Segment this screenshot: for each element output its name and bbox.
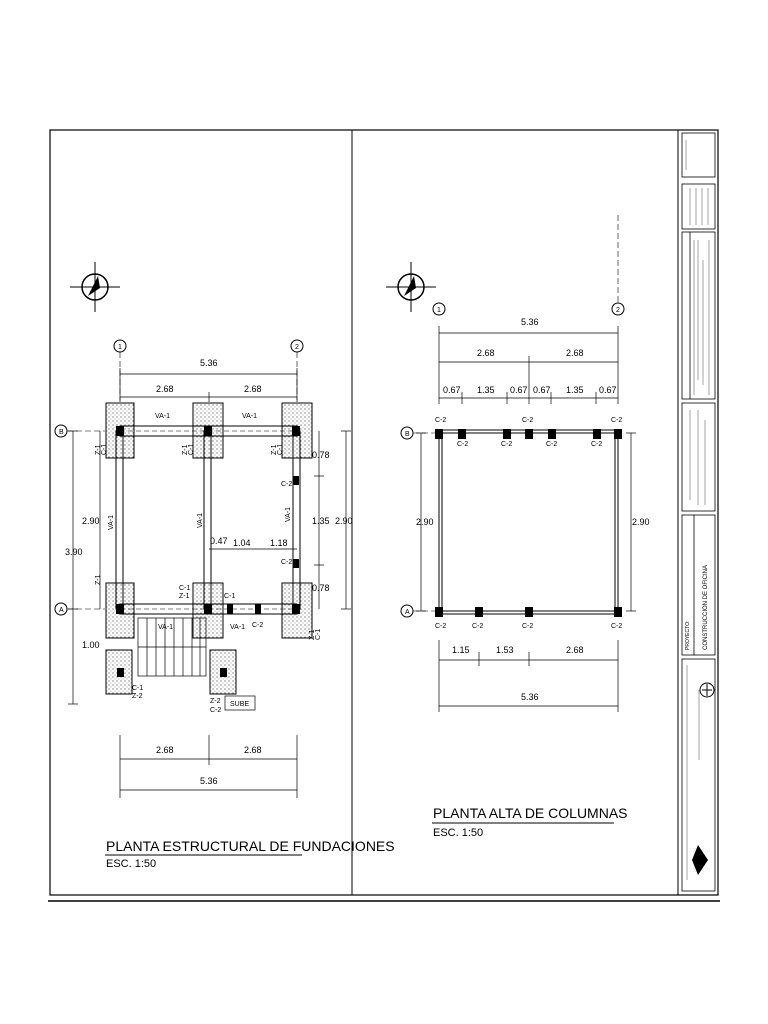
column-label: C-2 xyxy=(611,417,623,424)
dimension-label: 5.36 xyxy=(200,776,218,786)
beam-label: VA-1 xyxy=(108,514,115,530)
axis-2-label: 2 xyxy=(616,307,620,314)
dimension-label: 1.04 xyxy=(233,538,251,548)
columns xyxy=(435,429,622,617)
column-label: C-2 xyxy=(281,559,293,566)
column-label: C-2 xyxy=(546,441,558,448)
column-label: C-1 xyxy=(277,443,284,455)
sheet-frame xyxy=(48,130,720,901)
column-label: C-2 xyxy=(522,623,534,630)
plan-scale: ESC. 1:50 xyxy=(106,858,157,870)
footing-label: Z-1 xyxy=(95,574,102,585)
column-label: C-2 xyxy=(210,707,222,714)
beam-label: VA-1 xyxy=(197,512,204,528)
beam-label: VA-1 xyxy=(242,413,258,420)
column-label: C-2 xyxy=(501,441,513,448)
dimension-label: 1.53 xyxy=(496,645,514,655)
column-label: C-1 xyxy=(224,593,236,600)
dimension-lines xyxy=(416,326,636,712)
dimension-label: 1.35 xyxy=(477,385,495,395)
dimension-label: 1.15 xyxy=(452,645,470,655)
dimension-label: 2.68 xyxy=(156,384,174,394)
axis-b-label: B xyxy=(59,429,64,436)
column-label: C-2 xyxy=(435,417,447,424)
dimension-label: 1.35 xyxy=(566,385,584,395)
dimension-label: 2.68 xyxy=(244,745,262,755)
column-label: C-2 xyxy=(611,623,623,630)
plan-title: PLANTA ALTA DE COLUMNAS xyxy=(433,805,628,821)
beam-label: VA-1 xyxy=(230,624,246,631)
beam-label: VA-1 xyxy=(158,624,174,631)
dimension-label: 0.78 xyxy=(312,450,330,460)
column-plan xyxy=(386,215,650,839)
axis-a-label: A xyxy=(59,607,64,614)
column-label: C-1 xyxy=(101,443,108,455)
axis-1-label: 1 xyxy=(437,307,441,314)
dimension-label: 5.36 xyxy=(521,692,539,702)
dimension-label: 0.67 xyxy=(443,385,461,395)
dimension-label: 3.90 xyxy=(65,547,83,557)
stair-label: SUBE xyxy=(230,701,250,708)
axis-a-label: A xyxy=(405,609,410,616)
footing-label: Z-1 xyxy=(179,593,190,600)
dimension-label: 2.68 xyxy=(566,348,584,358)
footing-label: Z-1 xyxy=(95,444,102,455)
project-name: CONSTRUCCION DE OFICINA xyxy=(703,564,709,650)
axis-b-label: B xyxy=(405,431,410,438)
dimension-label: 2.90 xyxy=(335,516,353,526)
title-block xyxy=(682,133,715,891)
dimension-label: 1.18 xyxy=(270,538,288,548)
dimension-label: 1.00 xyxy=(82,640,100,650)
plan-scale: ESC. 1:50 xyxy=(433,827,484,839)
axis-2-label: 2 xyxy=(295,344,299,351)
dimension-label: 2.68 xyxy=(244,384,262,394)
footing-label: Z-2 xyxy=(210,698,221,705)
plan-title: PLANTA ESTRUCTURAL DE FUNDACIONES xyxy=(106,838,395,854)
column-label: C-2 xyxy=(435,623,447,630)
dimension-label: 5.36 xyxy=(521,317,539,327)
slab-outline xyxy=(439,430,618,614)
dimension-label: 0.47 xyxy=(210,536,228,546)
footing-label: Z-1 xyxy=(182,444,189,455)
dimension-label: 0.67 xyxy=(599,385,617,395)
footing-label: Z-1 xyxy=(309,629,316,640)
beam-label: VA-1 xyxy=(155,413,171,420)
dimension-label: 2.90 xyxy=(82,516,100,526)
column-label: C-1 xyxy=(315,628,322,640)
column-label: C-2 xyxy=(252,622,264,629)
axis-markers xyxy=(401,303,624,617)
footing-label: Z-1 xyxy=(271,444,278,455)
project-label: PROYECTO: xyxy=(685,620,691,650)
dimension-label: 0.67 xyxy=(533,385,551,395)
footing-label: Z-2 xyxy=(132,693,143,700)
column-label: C-1 xyxy=(179,585,191,592)
dimension-label: 5.36 xyxy=(200,358,218,368)
dimension-label: 0.78 xyxy=(312,583,330,593)
axis-1-label: 1 xyxy=(118,344,122,351)
north-arrow-icon xyxy=(386,262,436,312)
dimension-label: 2.90 xyxy=(632,517,650,527)
column-label: C-1 xyxy=(188,443,195,455)
column-label: C-2 xyxy=(522,417,534,424)
column-label: C-2 xyxy=(457,441,469,448)
axis-markers xyxy=(55,340,303,615)
column-labels xyxy=(435,417,622,630)
north-arrow-icon xyxy=(70,262,120,312)
dimension-label: 2.68 xyxy=(156,745,174,755)
foundation-plan xyxy=(55,262,395,870)
dimension-label: 0.67 xyxy=(510,385,528,395)
columns xyxy=(116,426,300,677)
logo-icon xyxy=(692,683,714,875)
dimension-label: 2.68 xyxy=(477,348,495,358)
dimension-label: 1.35 xyxy=(312,516,330,526)
dimension-label: 2.90 xyxy=(416,517,434,527)
dimension-label: 2.68 xyxy=(566,645,584,655)
column-label: C-2 xyxy=(591,441,603,448)
beam-label: VA-1 xyxy=(285,506,292,522)
column-label: C-1 xyxy=(132,685,144,692)
column-label: C-2 xyxy=(281,481,293,488)
column-label: C-2 xyxy=(472,623,484,630)
